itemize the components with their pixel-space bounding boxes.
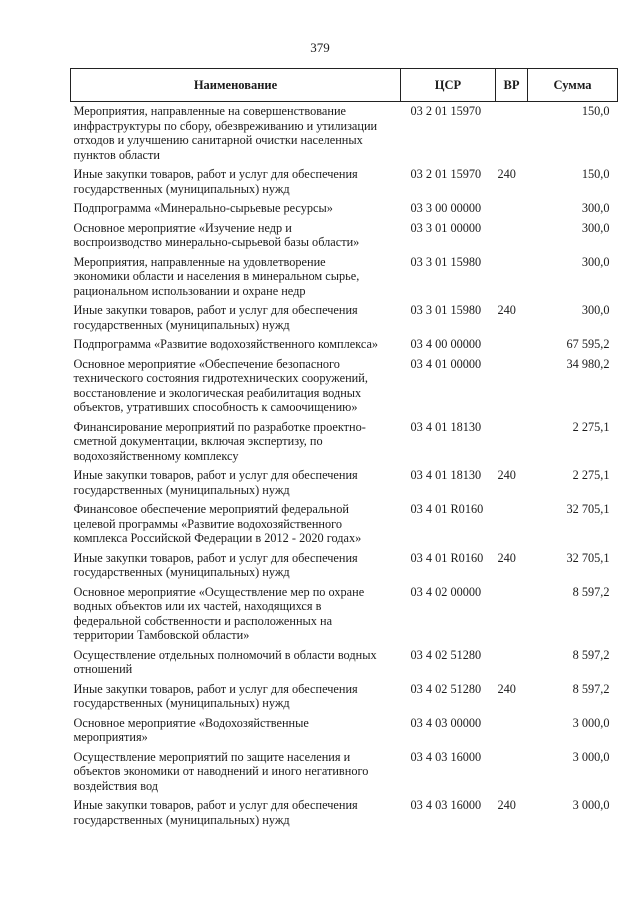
row-vr-cell: 240 [497, 167, 516, 181]
row-name-cell: Иные закупки товаров, работ и услуг для обеспечения государственных (муниципальных) нужд [73, 167, 358, 196]
row-vr-cell [496, 646, 528, 680]
row-sum-cell: 34 980,2 [566, 356, 610, 371]
row-csr-cell: 03 4 03 00000 [410, 715, 482, 730]
row-sum-cell: 150,0 [581, 104, 610, 118]
table-row [71, 466, 618, 500]
table-row [71, 418, 618, 467]
row-name-cell: Финансовое обеспечение мероприятий федеральной целевой программы «Развитие водохозяйственного комплекса Российской Федерации в 2012 - 2020 годах» [73, 502, 362, 545]
table-row [71, 549, 618, 583]
table-row [71, 301, 618, 335]
row-csr-cell: 03 4 03 16000 [410, 749, 482, 764]
row-vr-cell [496, 500, 528, 549]
table-row [71, 335, 618, 355]
row-sum-cell: 8 597,2 [572, 681, 610, 696]
row-sum-cell: 300,0 [581, 201, 610, 215]
row-csr-cell: 03 4 03 16000 [410, 798, 482, 812]
row-name-cell: Подпрограмма «Развитие водохозяйственного комплекса» [73, 337, 379, 351]
row-name-cell: Основное мероприятие «Изучение недр и воспроизводство минерально-сырьевой базы области» [73, 220, 360, 249]
table-row [71, 253, 618, 302]
row-sum-cell: 3 000,0 [572, 715, 610, 730]
table-row [71, 714, 618, 748]
row-vr-cell: 240 [497, 681, 516, 696]
row-vr-cell [496, 355, 528, 418]
row-csr-cell: 03 3 00 00000 [410, 201, 482, 215]
row-csr-cell: 03 4 02 51280 [410, 647, 482, 662]
row-sum-cell: 300,0 [581, 303, 610, 317]
table-row [71, 219, 618, 253]
row-csr-cell: 03 2 01 15970 [410, 104, 482, 118]
row-sum-cell: 300,0 [581, 254, 610, 269]
row-sum-cell: 3 000,0 [572, 798, 610, 812]
row-name-cell: Основное мероприятие «Осуществление мер по охране водных объектов или их частей, находящихся в федеральной собственности и расположенных на территории Тамбовской области» [73, 584, 365, 642]
row-name-cell: Иные закупки товаров, работ и услуг для обеспечения государственных (муниципальных) нужд [73, 550, 358, 579]
budget-table [70, 68, 618, 830]
table-row [71, 165, 618, 199]
table-row [71, 748, 618, 797]
table-row [71, 646, 618, 680]
row-name-cell: Подпрограмма «Минерально-сырьевые ресурсы» [73, 201, 333, 215]
row-vr-cell: 240 [497, 550, 516, 565]
row-vr-cell [496, 253, 528, 302]
row-sum-cell: 32 705,1 [566, 502, 610, 516]
row-name-cell: Иные закупки товаров, работ и услуг для обеспечения государственных (муниципальных) нужд [73, 303, 358, 332]
table-row [71, 102, 618, 166]
table-row [71, 355, 618, 418]
table-row [71, 680, 618, 714]
row-csr-cell: 03 3 01 00000 [410, 220, 482, 235]
header-name: Наименование [71, 69, 401, 102]
row-vr-cell [496, 219, 528, 253]
row-csr-cell: 03 4 02 51280 [410, 681, 482, 696]
row-vr-cell [496, 199, 528, 219]
row-vr-cell [496, 418, 528, 467]
row-name-cell: Основное мероприятие «Водохозяйственные мероприятия» [73, 715, 309, 744]
row-sum-cell: 67 595,2 [566, 337, 610, 351]
page-number: 379 [310, 40, 330, 55]
row-csr-cell: 03 4 01 R0160 [410, 502, 484, 516]
row-csr-cell: 03 4 01 18130 [410, 468, 482, 482]
row-sum-cell: 8 597,2 [572, 584, 610, 599]
row-sum-cell: 300,0 [581, 220, 610, 235]
row-vr-cell: 240 [497, 798, 516, 812]
row-sum-cell: 32 705,1 [566, 550, 610, 565]
row-csr-cell: 03 3 01 15980 [410, 303, 482, 317]
row-vr-cell: 240 [497, 468, 516, 482]
row-name-cell: Иные закупки товаров, работ и услуг для обеспечения государственных (муниципальных) нужд [73, 468, 358, 497]
row-csr-cell: 03 3 01 15980 [410, 254, 482, 269]
row-csr-cell: 03 4 01 18130 [410, 419, 482, 434]
row-vr-cell [496, 748, 528, 797]
row-sum-cell: 2 275,1 [572, 419, 610, 434]
table-row [71, 500, 618, 549]
row-csr-cell: 03 4 02 00000 [410, 584, 482, 599]
table-row [71, 583, 618, 646]
row-vr-cell [496, 583, 528, 646]
row-name-cell: Осуществление отдельных полномочий в области водных отношений [73, 647, 377, 676]
table-body [71, 102, 618, 831]
row-name-cell: Мероприятия, направленные на совершенствование инфраструктуры по сбору, обезвреживанию и утилизации отходов и улучшению санитарной очистки населенных пунктов области [73, 104, 378, 162]
row-sum-cell: 2 275,1 [572, 468, 610, 482]
row-vr-cell [496, 714, 528, 748]
header-vr: ВР [496, 69, 528, 102]
row-name-cell: Иные закупки товаров, работ и услуг для обеспечения государственных (муниципальных) нужд [73, 798, 358, 827]
header-sum: Сумма [528, 69, 618, 102]
row-vr-cell [496, 335, 528, 355]
row-name-cell: Финансирование мероприятий по разработке проектно-сметной документации, включая экспертизу, по водохозяйственному комплексу [73, 419, 366, 463]
row-sum-cell: 150,0 [581, 167, 610, 181]
row-csr-cell: 03 4 01 R0160 [410, 550, 484, 565]
row-name-cell: Осуществление мероприятий по защите населения и объектов экономики от наводнений и иного негативного воздействия вод [73, 749, 369, 793]
row-name-cell: Основное мероприятие «Обеспечение безопасного технического состояния гидротехнических сооружений, восстановление и экологическая реабилитация водных объектов, утративших способность к самоочищению» [73, 356, 368, 414]
row-vr-cell: 240 [497, 303, 516, 317]
row-sum-cell: 8 597,2 [572, 647, 610, 662]
row-sum-cell: 3 000,0 [572, 749, 610, 764]
row-vr-cell [496, 102, 528, 166]
header-csr: ЦСР [401, 69, 496, 102]
row-csr-cell: 03 4 01 00000 [410, 356, 482, 371]
table-header-row [71, 69, 618, 102]
row-csr-cell: 03 4 00 00000 [410, 337, 482, 351]
table-row [71, 199, 618, 219]
row-csr-cell: 03 2 01 15970 [410, 167, 482, 181]
row-name-cell: Мероприятия, направленные на удовлетворение экономики области и населения в минеральном сырье, рациональном использовании и охране недр [73, 254, 360, 298]
row-name-cell: Иные закупки товаров, работ и услуг для обеспечения государственных (муниципальных) нужд [73, 681, 358, 710]
table-row [71, 796, 618, 830]
